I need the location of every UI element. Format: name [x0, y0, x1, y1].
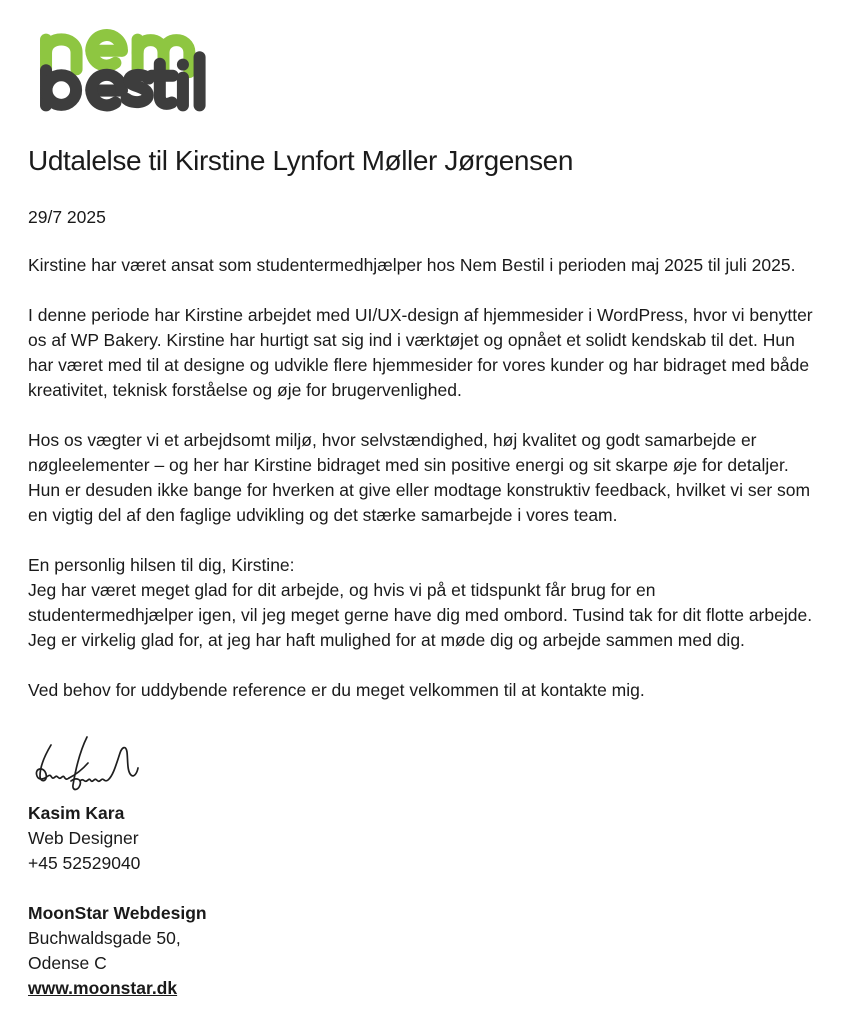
- logo-word-bestil: [46, 57, 200, 105]
- letter-paragraph-reference: Ved behov for uddybende reference er du meget velkommen til at kontakte mig.: [28, 680, 645, 701]
- company-block: [28, 901, 815, 1001]
- letter-paragraph-work: I denne periode har Kirstine arbejdet med UI/UX-design af hjemmesider i WordPress, hvor vi benytter os af WP Bakery. Kirstine har hurtigt sat sig ind i værktøjet og opnået et solidt kendskab til det. Hun har været med til at designe og udvikle flere hjemmesider for vores kunder og har bidraget med både kreativitet, teknisk forståelse og øje for brugervenlighed.: [28, 305, 813, 401]
- handwritten-signature: [30, 735, 152, 797]
- company-address-line1: Buchwaldsgade 50,: [28, 928, 181, 949]
- letter-paragraph-greeting-intro: En personlig hilsen til dig, Kirstine:: [28, 555, 295, 576]
- signer-phone: +45 52529040: [28, 853, 141, 874]
- nembestil-logo: [34, 20, 219, 113]
- company-name: MoonStar Webdesign: [28, 903, 207, 924]
- signer-role: Web Designer: [28, 828, 139, 849]
- company-address-line2: Odense C: [28, 953, 107, 974]
- letter-paragraph-qualities: Hos os vægter vi et arbejdsomt miljø, hvor selvstændighed, høj kvalitet og godt samarbejde er nøgleelementer – og her har Kirstine bidraget med sin positive energi og sit skarpe øje for detaljer. Hun er desuden ikke bange for hverken at give eller modtage konstruktiv feedback, hvilket vi ser som en vigtig del af den faglige udvikling og det stærke samarbejde i vores team.: [28, 430, 811, 526]
- letter-paragraph-employment: Kirstine har været ansat som studentermedhjælper hos Nem Bestil i perioden maj 2025 til juli 2025.: [28, 255, 796, 276]
- letter-title: Udtalelse til Kirstine Lynfort Møller Jørgensen: [28, 145, 574, 176]
- letter-paragraph-greeting: Jeg har været meget glad for dit arbejde, og hvis vi på et tidspunkt får brug for en studentermedhjælper igen, vil jeg meget gerne have dig med ombord. Tusind tak for dit flotte arbejde. Jeg er virkelig glad for, at jeg har haft mulighed for at møde dig og arbejde sammen med dig.: [28, 580, 813, 651]
- letter-date: 29/7 2025: [28, 207, 106, 228]
- website-link[interactable]: www.moonstar.dk: [28, 978, 178, 999]
- signer-name: Kasim Kara: [28, 803, 125, 824]
- logo-word-nem: [46, 35, 189, 74]
